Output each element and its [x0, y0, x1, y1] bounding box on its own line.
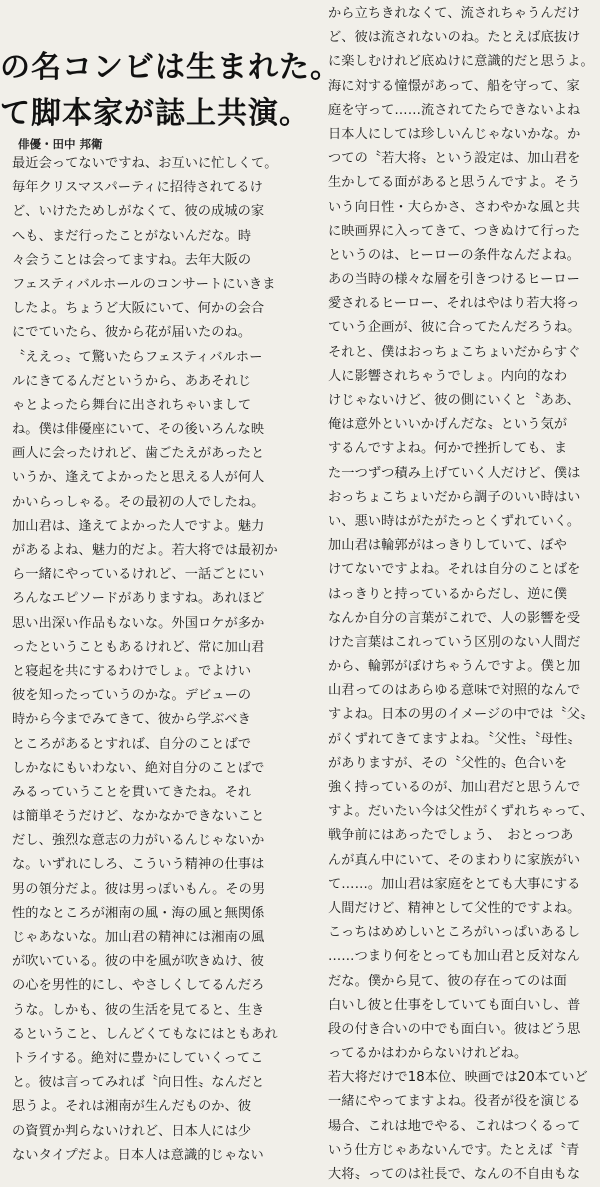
headline-line-2: て脚本家が誌上共演。 [0, 96, 310, 131]
text-line: があるよね、魅力的だよ。若大将では最初か [12, 543, 278, 558]
headline-line-1: の名コンビは生まれた。 [0, 50, 341, 85]
text-line: へも、まだ行ったことがないんだな。時 [12, 228, 252, 244]
text-line: 時から今までみてきて、彼から学ぶべき [12, 712, 251, 728]
text-line: あの当時の様々な層を引きつけるヒーロー [328, 272, 580, 288]
text-line: けてないですよね。それは自分のことばを [328, 562, 581, 578]
text-line: ろんなエピソードがありますね。あれほど [12, 591, 265, 607]
text-line: 人に影響されちゃうでしょ。内向的なわ [328, 368, 568, 384]
text-line: 庭を守って……流されてたらできないよね [328, 102, 581, 118]
text-line: 白いし彼と仕事をしていても面白いし、普 [328, 997, 581, 1013]
text-line: ら一緒にやっているけれど、一話ごとにい [12, 567, 265, 583]
text-line: 俺は意外といいかげんだな〟という気が [328, 417, 568, 433]
text-line: けじゃないけど、彼の側にいくと〝ああ、 [328, 393, 580, 408]
text-line: こっちはめめしいところがいっぱいあるし [328, 925, 581, 941]
text-line: それと、僕はおっちょこちょいだからすぐ [328, 344, 581, 360]
text-line: んが真ん中にいて、そのまわりに家族がい [328, 852, 581, 868]
text-line: いう向日性・大らかさ、さわやかな風と共 [328, 199, 580, 215]
text-line: に楽しむけれど底ぬけに意識的だと思うよ。 [328, 54, 594, 70]
text-line: が吹いている。彼の中を風が吹きぬけ、彼 [12, 954, 264, 970]
text-line: 生かしてる面があると思うんですよ。そう [328, 175, 581, 191]
text-line: 男の領分だよ。彼は男っぽいもん。その男 [12, 881, 266, 897]
text-line: 性的なところが湘南の風・海の風と無関係 [12, 905, 265, 921]
text-line: 最近会ってないですね、お互いに忙しくて。 [12, 156, 278, 171]
text-line: 段の付き合いの中でも面白い。彼はどう思 [328, 1021, 581, 1037]
text-line: ど、彼は流されないのね。たとえば底抜け [328, 30, 581, 46]
text-line: に映画界に入ってきて、つきぬけて行った [328, 223, 581, 239]
text-line: ゃとよったら舞台に出されちゃいまして [12, 397, 252, 413]
text-line: 毎年クリスマスパーティに招待されてるけ [12, 180, 263, 196]
text-line: がくずれてきてますよね。〝父性〟〝母性〟 [328, 731, 581, 747]
text-line: ったということもあるけれど、常に加山君 [12, 639, 265, 655]
text-line: 加山君は輪郭がはっきりしていて、ぼや [328, 538, 567, 554]
text-line: 〝ええっ〟て驚いたらフェスティバルホー [12, 349, 263, 365]
right-text-column [328, 2, 593, 1187]
text-line: じゃあないな。加山君の精神には湘南の風 [12, 930, 265, 945]
text-line: ってるかはわからないけれどね。 [328, 1046, 528, 1062]
text-line: ね。僕は俳優座にいて、その後いろんな映 [12, 422, 265, 438]
text-line: 人間だけど、精神として父性的ですよね。 [328, 900, 581, 916]
text-line: 思うよ。それは湘南が生んだものか、彼 [12, 1099, 252, 1115]
text-line: 若大将だけで18本位、映画では20本ていど [328, 1070, 588, 1086]
text-line: トライする。絶対に豊かにしていくってこ [12, 1050, 264, 1066]
text-line: 日本人にしては珍しいんじゃないかな。か [328, 126, 581, 142]
text-line: ところがあるとすれば、自分のことばで [12, 736, 252, 752]
text-line: ルにきてるんだというから、ああそれじ [12, 373, 252, 389]
text-line: 場合、これは地でやる、これはつくるって [328, 1118, 581, 1134]
text-line: 々会うことは会ってますね。去年大阪の [12, 252, 252, 268]
text-line: て……。加山君は家庭をとても大事にする [328, 876, 581, 892]
text-line: 大将〟ってのは社長で、なんの不自由もな [328, 1167, 581, 1182]
left-text-column [12, 152, 304, 1168]
text-line: みるっていうことを貫いてきたね。それ [12, 784, 252, 800]
text-line: うな。しかも、彼の生活を見てると、生き [12, 1002, 265, 1018]
text-line: の資質か判らないけれど、日本人には少 [12, 1123, 252, 1139]
text-line: 愛されるヒーロー、それはやはり若大将っ [328, 296, 580, 312]
text-line: 画人に会ったけれど、歯ごたえがあったと [12, 446, 265, 462]
text-line: おっちょこちょいだから調子のいい時はい [328, 489, 581, 505]
text-line: は簡単そうだけど、なかなかできないこと [12, 809, 265, 825]
text-line: フェスティバルホールのコンサートにいきま [12, 276, 276, 292]
text-line: の心を男性的にし、やさしくしてるんだろ [12, 978, 265, 994]
text-line: るということ、しんどくてもなにはともあれ [12, 1026, 278, 1042]
text-line: ど、いけたためしがなくて、彼の成城の家 [12, 204, 265, 220]
text-line: いう仕方じゃあないんです。たとえば〝青 [328, 1142, 580, 1158]
text-line: と。彼は言ってみれば〝向日性〟なんだと [12, 1075, 265, 1091]
text-line: したよ。ちょうど大阪にいて、何かの会合 [12, 301, 265, 317]
text-line: するんですよね。何かで挫折しても、ま [328, 441, 568, 457]
text-line: 思い出深い作品もないな。外国ロケが多か [12, 615, 265, 631]
text-line: しかなにもいわない、絶対自分のことばで [12, 760, 265, 776]
text-line: ないタイプだよ。日本人は意識的じゃない [12, 1147, 264, 1163]
text-line: 海に対する憧憬があって、船を守って、家 [328, 78, 580, 94]
text-line: から立ちきれなくて、流されちゃうんだけ [328, 6, 581, 21]
text-line: 一緒にやってますよね。役者が役を演じる [328, 1094, 581, 1110]
text-line: ……つまり何をとっても加山君と反対なん [328, 949, 581, 965]
text-line: すよ。だいたい今は父性がくずれちゃって、 [328, 804, 594, 820]
text-line: 山君ってのはあらゆる意味で対照的なんで [328, 683, 581, 699]
text-line: つての〝若大将〟という設定は、加山君を [328, 151, 581, 167]
text-line: いうか、逢えてよかったと思える人が何人 [12, 470, 265, 486]
byline: 俳優・田中 邦衛 [18, 137, 103, 151]
text-line: にでていたら、彼から花が届いたのね。 [12, 325, 252, 341]
text-line: い、悪い時はがたがたっとくずれていく。 [328, 513, 581, 529]
text-line: だし、強烈な意志の力がいるんじゃないか [12, 833, 265, 849]
text-line: 戦争前にはあったでしょう、 おとっつあ [328, 828, 574, 844]
text-line: というのは、ヒーローの条件なんだよね。 [328, 247, 580, 263]
text-line: と寝起を共にするわけでしょ。でよけい [12, 663, 252, 679]
text-line: 加山君は、逢えてよかった人ですよ。魅力 [12, 518, 265, 534]
text-line: がありますが、その〝父性的〟色合いを [328, 755, 568, 771]
text-line: 彼を知ったっていうのかな。デビューの [12, 688, 252, 704]
text-line: けた言葉はこれっていう区別のない人間だ [328, 634, 581, 650]
text-line: すよね。日本の男のイメージの中では〝父〟 [328, 707, 594, 723]
text-line: かいらっしゃる。その最初の人でしたね。 [12, 494, 265, 510]
text-line: た一つずつ積み上げていく人だけど、僕は [328, 465, 581, 481]
text-line: ていう企画が、彼に合ってたんだろうね。 [328, 320, 581, 336]
text-line: だな。僕から見て、彼の存在ってのは面 [328, 973, 567, 989]
text-line: 強く持っているのが、加山君だと思うんで [328, 780, 581, 795]
text-line: な。いずれにしろ、こういう精神の仕事は [12, 857, 265, 873]
text-line: なんか自分の言葉がこれで、人の影響を受 [328, 610, 581, 626]
text-line: はっきりと持っているからだし、逆に僕 [328, 586, 568, 602]
text-line: から、輪郭がぼけちゃうんですよ。僕と加 [328, 659, 581, 675]
